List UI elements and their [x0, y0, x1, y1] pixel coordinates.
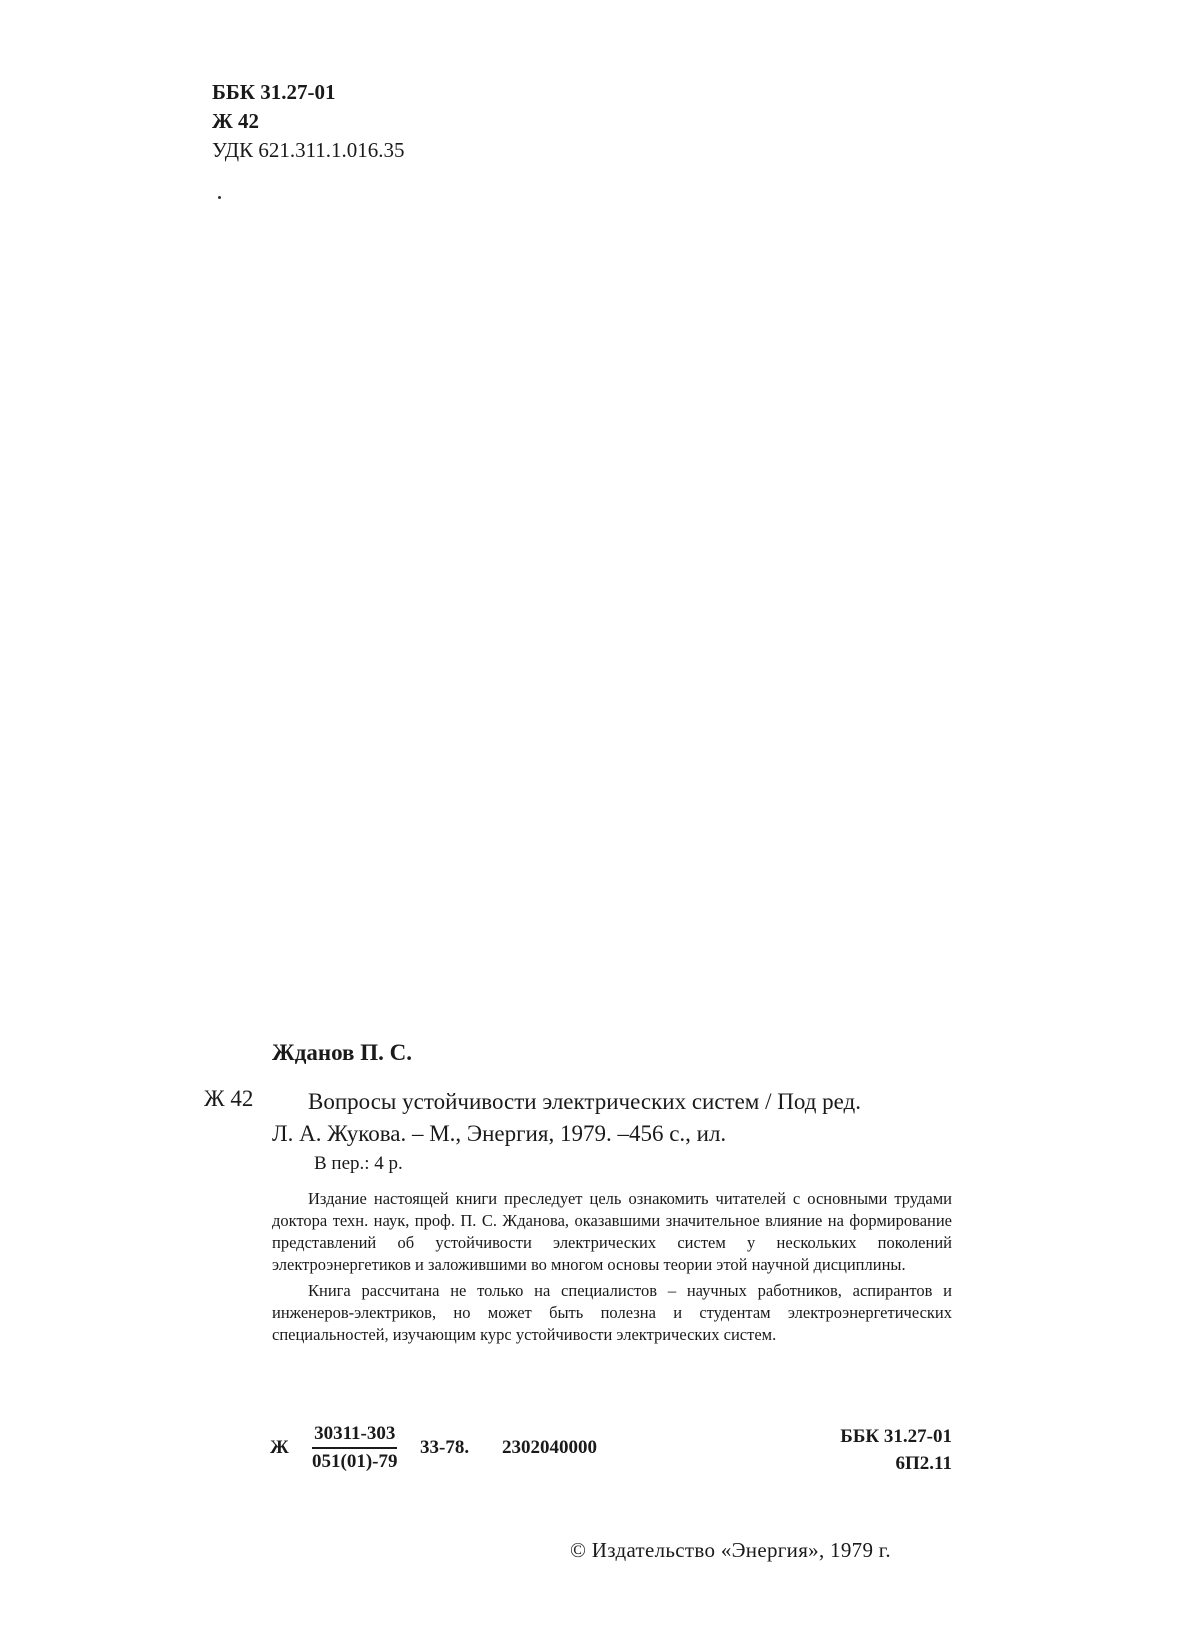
bbk-code-bottom — [840, 1423, 952, 1477]
annotation — [272, 1188, 952, 1350]
author-index-code: Ж 42 — [204, 1086, 254, 1111]
bbk-code-bottom-main: ББК 31.27-01 — [840, 1426, 952, 1447]
code-letter: Ж — [270, 1437, 289, 1458]
author-index-top: Ж 42 — [212, 109, 260, 133]
catalog-number: 2302040000 — [502, 1437, 597, 1458]
author-name: Жданов П. С. — [272, 1040, 412, 1065]
title-line-1: Вопросы устойчивости электрических систем / Под ред. — [308, 1089, 861, 1114]
bibliographic-title — [272, 1086, 952, 1150]
print-speck — [218, 196, 221, 199]
series-code: 33-78. — [420, 1437, 470, 1458]
udk-code: УДК 621.311.1.016.35 — [212, 138, 405, 162]
classification-block — [212, 78, 405, 165]
bbk-code-top: ББК 31.27-01 — [212, 80, 336, 104]
annotation-paragraph-2: Книга рассчитана не только на специалистов – научных работников, аспирантов и инженеров-электриков, но может быть полезна и студентам электроэнергетических специальностей, изучающим курс устойчивости электрических систем. — [272, 1281, 952, 1344]
bbk-code-bottom-sub: 6П2.11 — [895, 1453, 952, 1474]
copyright-line: © Издательство «Энергия», 1979 г. — [570, 1538, 891, 1562]
annotation-paragraph-1: Издание настоящей книги преследует цель ознакомить читателей с основными трудами доктора техн. наук, проф. П. С. Жданова, оказавшими значительное влияние на формирование представлений об устойчивости электрических систем у нескольких поколений электроэнергетиков и заложившими во многом основы теории этой научной дисциплины. — [272, 1189, 952, 1274]
catalog-code-row — [270, 1423, 952, 1479]
price-line: В пер.: 4 р. — [314, 1153, 403, 1174]
title-line-2: Л. А. Жукова. – М., Энергия, 1979. –456 с., ил. — [272, 1121, 727, 1146]
code-fraction — [312, 1423, 397, 1473]
fraction-numerator: 30311-303 — [312, 1423, 397, 1449]
fraction-denominator: 051(01)-79 — [312, 1451, 398, 1472]
